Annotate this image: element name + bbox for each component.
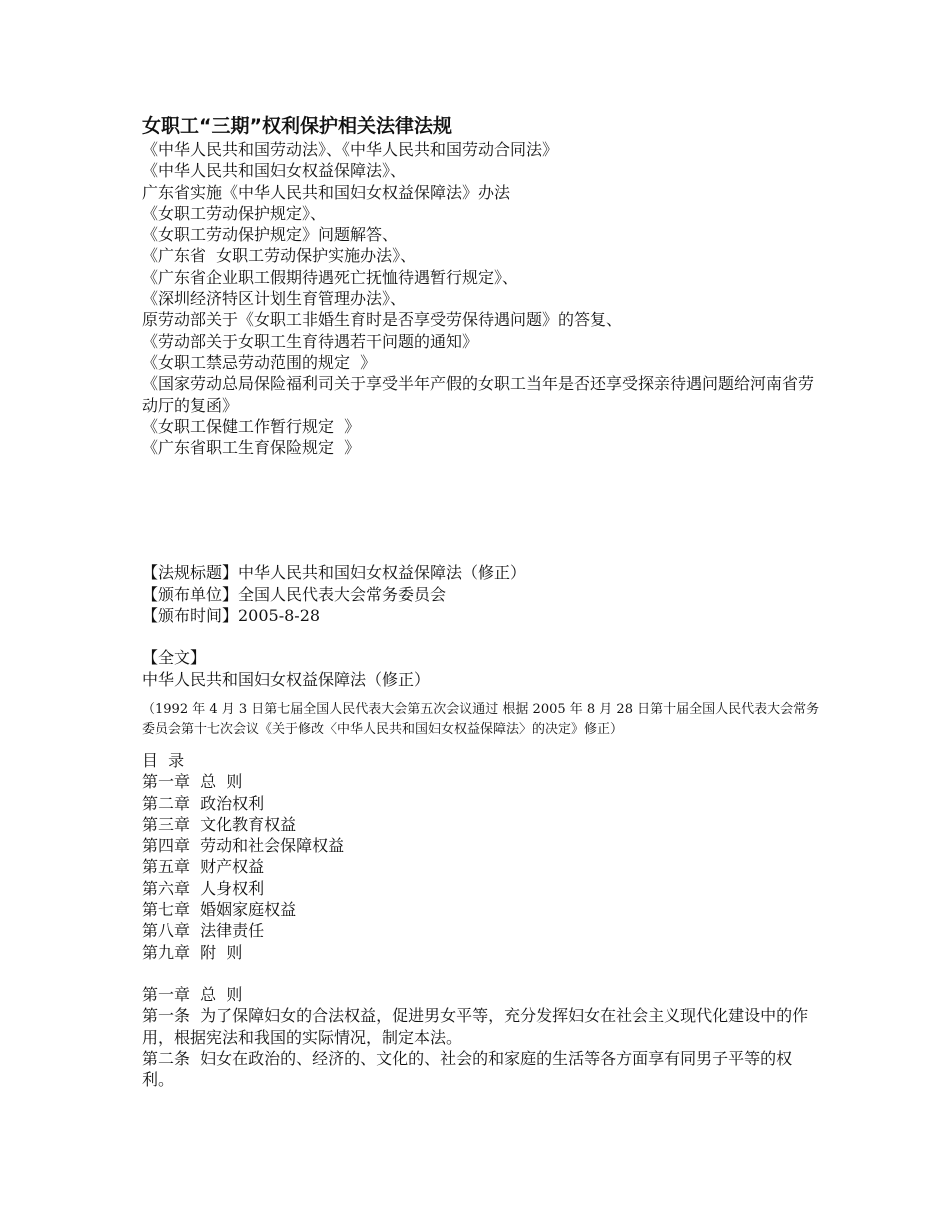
law-list-item: 《女职工劳动保护规定》问题解答、	[142, 225, 399, 245]
toc-heading: 目 录	[142, 750, 185, 770]
law-list	[142, 139, 822, 458]
toc-item: 第一章 总 则	[142, 772, 243, 792]
toc-item: 第四章 劳动和社会保障权益	[142, 836, 345, 856]
toc-item: 第五章 财产权益	[142, 857, 265, 877]
toc-item: 第九章 附 则	[142, 942, 243, 962]
law-list-item: 《女职工劳动保护规定》、	[142, 203, 327, 223]
table-of-contents	[142, 750, 822, 963]
law-list-item: 原劳动部关于《女职工非婚生育时是否享受劳保待遇问题》的答复、	[142, 310, 623, 330]
law-name: 中华人民共和国妇女权益保障法（修正）	[142, 669, 431, 689]
law-list-item: 《中华人民共和国劳动法》、《中华人民共和国劳动合同法》	[142, 140, 559, 159]
law-list-item: 《女职工禁忌劳动范围的规定 》	[142, 352, 377, 372]
law-metadata	[142, 562, 822, 626]
chapter-heading: 第一章 总 则	[142, 984, 243, 1004]
issue-date-field: 【颁布时间】2005-8-28	[142, 606, 321, 626]
toc-item: 第三章 文化教育权益	[142, 814, 297, 834]
full-text-label: 【全文】	[142, 648, 207, 668]
article: 第一条 为了保障妇女的合法权益，促进男女平等，充分发挥妇女在社会主义现代化建设中的作用，根据宪法和我国的实际情况，制定本法。	[142, 1006, 809, 1047]
document-title: 女职工“三期”权利保护相关法律法规	[142, 115, 452, 137]
toc-item: 第七章 婚姻家庭权益	[142, 900, 297, 920]
toc-item: 第二章 政治权利	[142, 793, 265, 813]
law-title-field: 【法规标题】中华人民共和国妇女权益保障法（修正）	[142, 563, 527, 583]
law-list-item: 《劳动部关于女职工生育待遇若干问题的通知》	[142, 331, 479, 351]
law-list-item: 《女职工保健工作暂行规定 》	[142, 416, 361, 436]
chapter-one	[142, 984, 822, 1090]
law-list-item: 《广东省企业职工假期待遇死亡抚恤待遇暂行规定》、	[142, 267, 519, 287]
document-page	[142, 113, 822, 1090]
article: 第二条 妇女在政治的、经济的、文化的、社会的和家庭的生活等各方面享有同男子平等的权利。	[142, 1048, 793, 1090]
law-list-item: 广东省实施《中华人民共和国妇女权益保障法》办法	[142, 182, 511, 202]
toc-item: 第八章 法律责任	[142, 921, 265, 941]
law-list-item: 《广东省职工生育保险规定 》	[142, 438, 361, 458]
toc-item: 第六章 人身权利	[142, 878, 265, 898]
law-list-item: 《国家劳动总局保险福利司关于享受半年产假的女职工当年是否还享受探亲待遇问题给河南省劳动厅的复函》	[142, 374, 815, 415]
issuer-field: 【颁布单位】全国人民代表大会常务委员会	[142, 584, 447, 604]
law-list-item: 《深圳经济特区计划生育管理办法》、	[142, 289, 407, 309]
adoption-note: （1992 年 4 月 3 日第七届全国人民代表大会第五次会议通过 根据 2005 年 8 月 28 日第十届全国人民代表大会常务委员会第十七次会议《关于修改〈中华人民共和国妇女权益保障法〉的决定》修正）	[142, 701, 820, 737]
law-list-item: 《广东省 女职工劳动保护实施办法》、	[142, 246, 417, 266]
law-list-item: 《中华人民共和国妇女权益保障法》、	[142, 161, 407, 181]
